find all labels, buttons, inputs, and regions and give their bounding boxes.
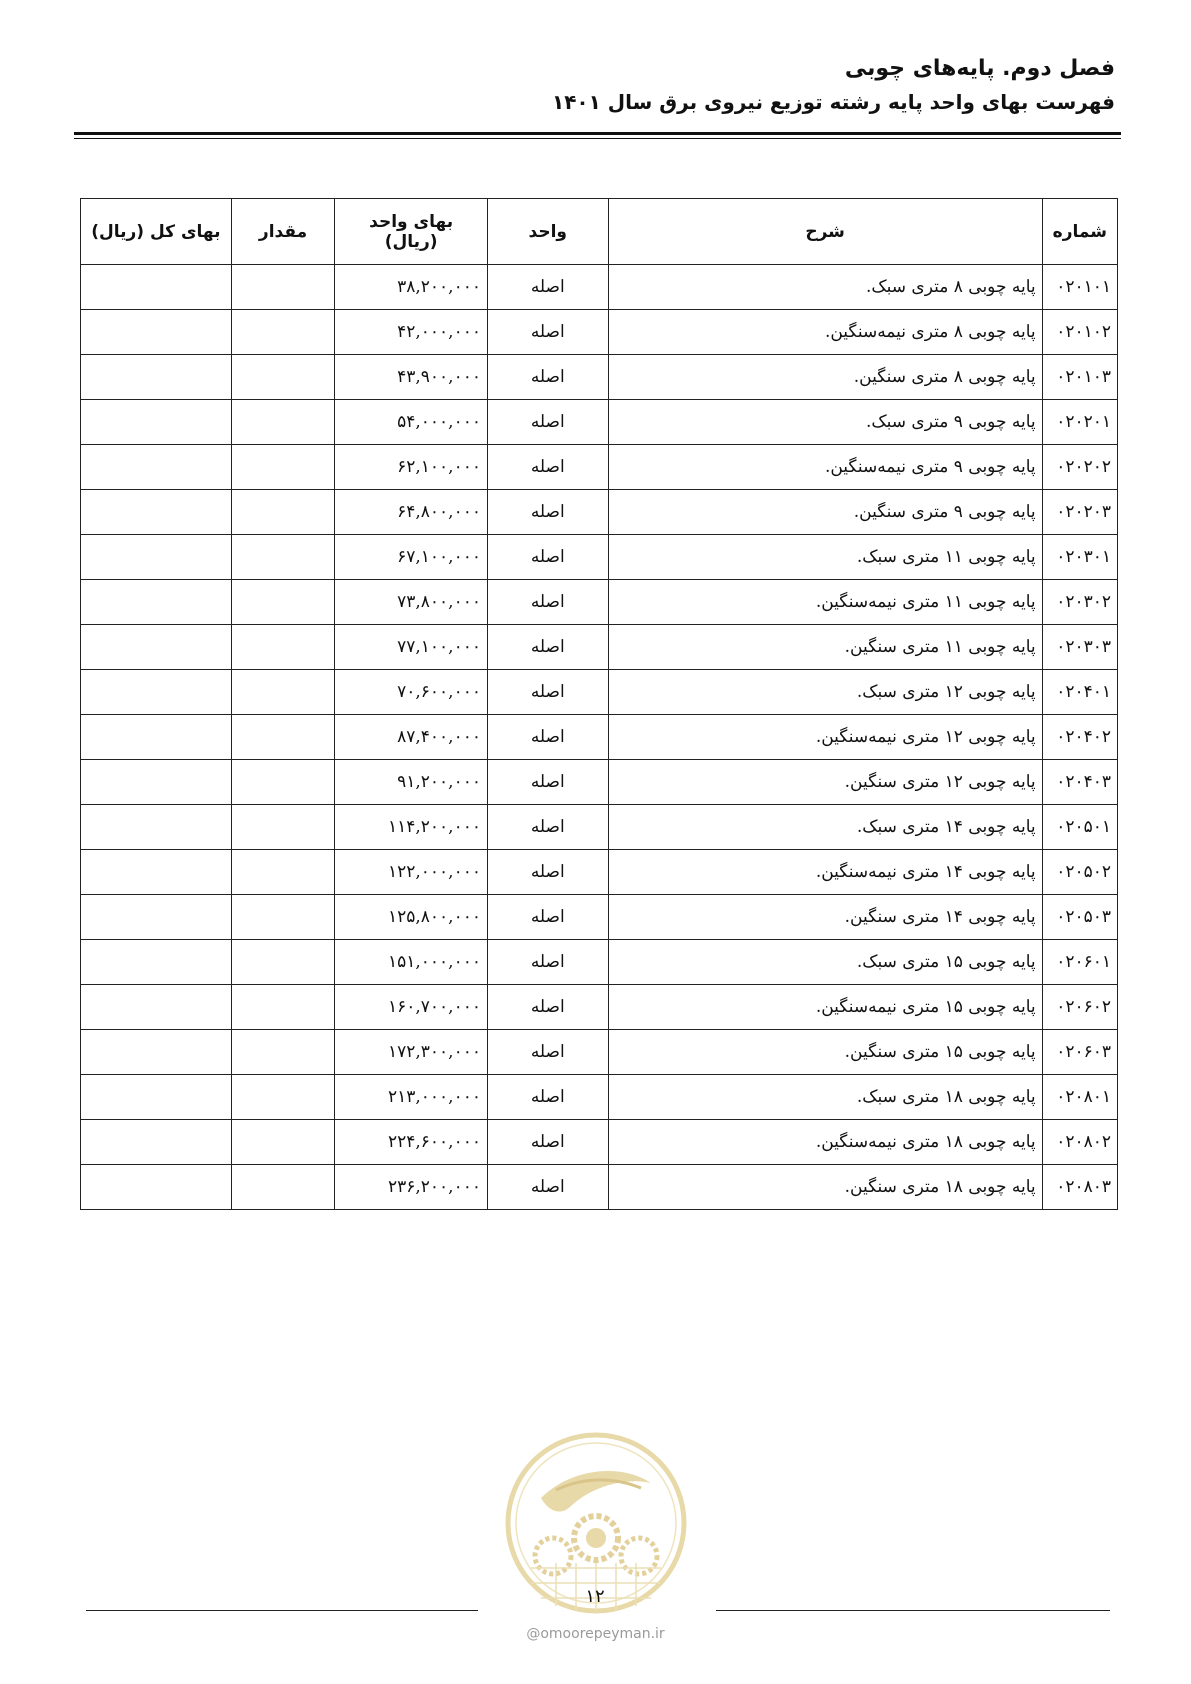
row-quantity	[231, 265, 334, 310]
row-description: پایه چوبی ۹ متری نیمه‌سنگین.	[608, 445, 1042, 490]
row-unit: اصله	[487, 760, 608, 805]
row-quantity	[231, 310, 334, 355]
table-row	[81, 895, 1118, 940]
row-unit: اصله	[487, 310, 608, 355]
row-description: پایه چوبی ۱۸ متری سنگین.	[608, 1165, 1042, 1210]
row-unit: اصله	[487, 580, 608, 625]
row-total-price	[81, 760, 232, 805]
row-unit-price: ۴۳,۹۰۰,۰۰۰	[335, 355, 488, 400]
footer-rule-left	[86, 1610, 478, 1611]
header-unit: واحد	[487, 199, 608, 265]
page-number: ۱۲	[585, 1586, 605, 1607]
row-total-price	[81, 715, 232, 760]
row-description: پایه چوبی ۱۵ متری سبک.	[608, 940, 1042, 985]
table-row	[81, 355, 1118, 400]
row-number: ۰۲۰۸۰۱	[1042, 1075, 1117, 1120]
row-total-price	[81, 400, 232, 445]
row-quantity	[231, 1120, 334, 1165]
row-total-price	[81, 1165, 232, 1210]
row-description: پایه چوبی ۱۸ متری نیمه‌سنگین.	[608, 1120, 1042, 1165]
row-number: ۰۲۰۲۰۱	[1042, 400, 1117, 445]
row-unit-price: ۲۲۴,۶۰۰,۰۰۰	[335, 1120, 488, 1165]
row-unit: اصله	[487, 400, 608, 445]
row-total-price	[81, 1030, 232, 1075]
table-row	[81, 715, 1118, 760]
table-row	[81, 805, 1118, 850]
row-description: پایه چوبی ۹ متری سنگین.	[608, 490, 1042, 535]
row-unit-price: ۸۷,۴۰۰,۰۰۰	[335, 715, 488, 760]
row-number: ۰۲۰۱۰۲	[1042, 310, 1117, 355]
row-unit-price: ۱۲۲,۰۰۰,۰۰۰	[335, 850, 488, 895]
row-unit: اصله	[487, 490, 608, 535]
row-quantity	[231, 670, 334, 715]
row-quantity	[231, 445, 334, 490]
row-description: پایه چوبی ۱۴ متری سنگین.	[608, 895, 1042, 940]
row-total-price	[81, 355, 232, 400]
header-rule-thin	[74, 138, 1121, 139]
header-number: شماره	[1042, 199, 1117, 265]
row-number: ۰۲۰۵۰۱	[1042, 805, 1117, 850]
table-row	[81, 850, 1118, 895]
row-quantity	[231, 715, 334, 760]
header-unit-price: بهای واحد (ریال)	[335, 199, 488, 265]
row-number: ۰۲۰۸۰۳	[1042, 1165, 1117, 1210]
row-number: ۰۲۰۳۰۲	[1042, 580, 1117, 625]
row-unit: اصله	[487, 1030, 608, 1075]
row-quantity	[231, 805, 334, 850]
row-unit: اصله	[487, 1120, 608, 1165]
row-quantity	[231, 850, 334, 895]
table-row	[81, 400, 1118, 445]
row-number: ۰۲۰۱۰۱	[1042, 265, 1117, 310]
row-description: پایه چوبی ۱۲ متری سنگین.	[608, 760, 1042, 805]
row-quantity	[231, 625, 334, 670]
row-unit-price: ۱۷۲,۳۰۰,۰۰۰	[335, 1030, 488, 1075]
row-unit-price: ۷۰,۶۰۰,۰۰۰	[335, 670, 488, 715]
row-total-price	[81, 445, 232, 490]
row-number: ۰۲۰۴۰۱	[1042, 670, 1117, 715]
row-total-price	[81, 490, 232, 535]
row-description: پایه چوبی ۱۱ متری سنگین.	[608, 625, 1042, 670]
footer-website: @omoorepeyman.ir	[526, 1626, 665, 1642]
row-quantity	[231, 760, 334, 805]
row-unit: اصله	[487, 895, 608, 940]
table-row	[81, 1030, 1118, 1075]
row-number: ۰۲۰۲۰۲	[1042, 445, 1117, 490]
table-row	[81, 490, 1118, 535]
row-unit-price: ۵۴,۰۰۰,۰۰۰	[335, 400, 488, 445]
row-quantity	[231, 355, 334, 400]
row-unit: اصله	[487, 535, 608, 580]
footer-rule-right	[716, 1610, 1110, 1611]
row-total-price	[81, 985, 232, 1030]
row-total-price	[81, 265, 232, 310]
row-number: ۰۲۰۱۰۳	[1042, 355, 1117, 400]
row-description: پایه چوبی ۱۱ متری سبک.	[608, 535, 1042, 580]
row-unit-price: ۶۷,۱۰۰,۰۰۰	[335, 535, 488, 580]
row-unit-price: ۲۱۳,۰۰۰,۰۰۰	[335, 1075, 488, 1120]
row-unit: اصله	[487, 850, 608, 895]
table-header-row	[81, 199, 1118, 265]
row-total-price	[81, 310, 232, 355]
row-quantity	[231, 1030, 334, 1075]
row-number: ۰۲۰۸۰۲	[1042, 1120, 1117, 1165]
row-description: پایه چوبی ۱۱ متری نیمه‌سنگین.	[608, 580, 1042, 625]
row-unit: اصله	[487, 985, 608, 1030]
row-total-price	[81, 1120, 232, 1165]
row-quantity	[231, 490, 334, 535]
row-unit: اصله	[487, 805, 608, 850]
row-number: ۰۲۰۴۰۲	[1042, 715, 1117, 760]
row-total-price	[81, 940, 232, 985]
row-number: ۰۲۰۶۰۳	[1042, 1030, 1117, 1075]
row-unit-price: ۹۱,۲۰۰,۰۰۰	[335, 760, 488, 805]
row-description: پایه چوبی ۱۲ متری نیمه‌سنگین.	[608, 715, 1042, 760]
table-row	[81, 580, 1118, 625]
row-number: ۰۲۰۵۰۲	[1042, 850, 1117, 895]
row-number: ۰۲۰۳۰۳	[1042, 625, 1117, 670]
row-unit: اصله	[487, 715, 608, 760]
header-quantity: مقدار	[231, 199, 334, 265]
row-quantity	[231, 895, 334, 940]
row-total-price	[81, 670, 232, 715]
row-total-price	[81, 805, 232, 850]
header-total-price: بهای کل (ریال)	[81, 199, 232, 265]
row-total-price	[81, 1075, 232, 1120]
row-description: پایه چوبی ۱۵ متری سنگین.	[608, 1030, 1042, 1075]
price-table	[80, 198, 1118, 1210]
header-rule-thick	[74, 132, 1121, 135]
table-row	[81, 1120, 1118, 1165]
row-unit: اصله	[487, 265, 608, 310]
table-row	[81, 265, 1118, 310]
row-unit-price: ۶۲,۱۰۰,۰۰۰	[335, 445, 488, 490]
row-total-price	[81, 895, 232, 940]
row-quantity	[231, 1165, 334, 1210]
row-description: پایه چوبی ۱۴ متری نیمه‌سنگین.	[608, 850, 1042, 895]
row-unit: اصله	[487, 670, 608, 715]
row-quantity	[231, 1075, 334, 1120]
table-row	[81, 1165, 1118, 1210]
row-number: ۰۲۰۴۰۳	[1042, 760, 1117, 805]
chapter-title: فصل دوم. پایه‌های چوبی	[844, 56, 1115, 81]
row-description: پایه چوبی ۹ متری سبک.	[608, 400, 1042, 445]
row-total-price	[81, 850, 232, 895]
row-description: پایه چوبی ۱۸ متری سبک.	[608, 1075, 1042, 1120]
row-quantity	[231, 940, 334, 985]
row-total-price	[81, 580, 232, 625]
table-row	[81, 670, 1118, 715]
row-unit-price: ۳۸,۲۰۰,۰۰۰	[335, 265, 488, 310]
table-row	[81, 760, 1118, 805]
row-unit-price: ۷۷,۱۰۰,۰۰۰	[335, 625, 488, 670]
row-unit: اصله	[487, 1075, 608, 1120]
row-total-price	[81, 535, 232, 580]
row-unit-price: ۱۶۰,۷۰۰,۰۰۰	[335, 985, 488, 1030]
row-unit: اصله	[487, 445, 608, 490]
table-row	[81, 985, 1118, 1030]
row-unit: اصله	[487, 940, 608, 985]
table-row	[81, 310, 1118, 355]
row-number: ۰۲۰۳۰۱	[1042, 535, 1117, 580]
table-row	[81, 1075, 1118, 1120]
row-quantity	[231, 400, 334, 445]
row-unit-price: ۱۱۴,۲۰۰,۰۰۰	[335, 805, 488, 850]
table-row	[81, 445, 1118, 490]
table-row	[81, 535, 1118, 580]
page-header	[552, 52, 1115, 118]
document-title: فهرست بهای واحد پایه رشته توزیع نیروی برق سال ۱۴۰۱	[552, 90, 1115, 114]
row-unit: اصله	[487, 355, 608, 400]
row-total-price	[81, 625, 232, 670]
row-unit: اصله	[487, 625, 608, 670]
row-number: ۰۲۰۵۰۳	[1042, 895, 1117, 940]
row-unit-price: ۱۲۵,۸۰۰,۰۰۰	[335, 895, 488, 940]
row-description: پایه چوبی ۸ متری سنگین.	[608, 355, 1042, 400]
row-unit-price: ۱۵۱,۰۰۰,۰۰۰	[335, 940, 488, 985]
row-number: ۰۲۰۶۰۱	[1042, 940, 1117, 985]
row-description: پایه چوبی ۱۵ متری نیمه‌سنگین.	[608, 985, 1042, 1030]
table-row	[81, 625, 1118, 670]
row-quantity	[231, 580, 334, 625]
table-row	[81, 940, 1118, 985]
row-unit-price: ۲۳۶,۲۰۰,۰۰۰	[335, 1165, 488, 1210]
row-quantity	[231, 985, 334, 1030]
row-description: پایه چوبی ۱۴ متری سبک.	[608, 805, 1042, 850]
row-unit-price: ۷۳,۸۰۰,۰۰۰	[335, 580, 488, 625]
row-description: پایه چوبی ۸ متری نیمه‌سنگین.	[608, 310, 1042, 355]
row-number: ۰۲۰۲۰۳	[1042, 490, 1117, 535]
row-description: پایه چوبی ۸ متری سبک.	[608, 265, 1042, 310]
header-description: شرح	[608, 199, 1042, 265]
row-unit-price: ۶۴,۸۰۰,۰۰۰	[335, 490, 488, 535]
row-quantity	[231, 535, 334, 580]
row-unit-price: ۴۲,۰۰۰,۰۰۰	[335, 310, 488, 355]
row-description: پایه چوبی ۱۲ متری سبک.	[608, 670, 1042, 715]
row-unit: اصله	[487, 1165, 608, 1210]
row-number: ۰۲۰۶۰۲	[1042, 985, 1117, 1030]
